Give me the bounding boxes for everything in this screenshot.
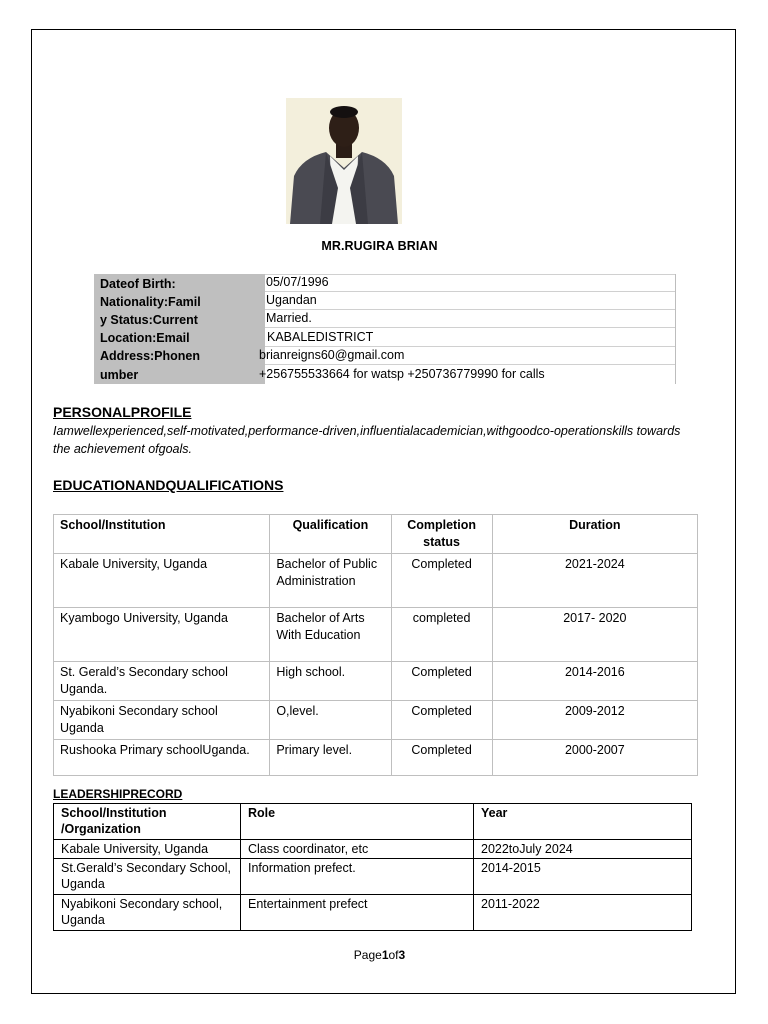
table-row [54,859,692,895]
family-status-value: Married. [266,311,312,325]
date-of-birth-value: 05/07/1996 [266,275,329,289]
nationality-value: Ugandan [266,293,317,307]
school-cell: Rushooka Primary schoolUganda. [54,740,270,776]
leadership-heading: LEADERSHIPRECORD [53,787,183,801]
education-heading: EDUCATIONANDQUALIFICATIONS [53,477,284,493]
personal-info-values [259,274,675,384]
duration-cell: 2009-2012 [492,701,697,740]
year-cell: 2022toJuly 2024 [474,840,692,859]
info-right-border [675,274,676,384]
table-row [54,662,698,701]
row-divider [265,327,675,328]
email-value: brianreigns60@gmail.com [259,348,405,362]
school-cell: St. Gerald’s Secondary school Uganda. [54,662,270,701]
school-cell: Kabale University, Uganda [54,554,270,608]
organization-cell: Nyabikoni Secondary school, Uganda [54,895,241,931]
qualification-cell: Bachelor of Arts With Education [270,608,391,662]
table-row [54,840,692,859]
role-cell: Class coordinator, etc [241,840,474,859]
status-cell: Completed [391,701,492,740]
personal-profile-heading: PERSONALPROFILE [53,404,192,420]
school-cell: Nyabikoni Secondary school Uganda [54,701,270,740]
location-value: KABALEDISTRICT [267,330,374,344]
info-label: Nationality:Famil [100,295,201,309]
column-header: School/Institution [54,515,270,554]
status-cell: completed [391,608,492,662]
duration-cell: 2021-2024 [492,554,697,608]
row-divider [265,309,675,310]
info-label: Address:Phonen [100,349,201,363]
page-prefix: Page [353,948,382,962]
column-header: School/Institution /Organization [54,804,241,840]
row-divider [265,291,675,292]
info-label: y Status:Current [100,313,198,327]
school-cell: Kyambogo University, Uganda [54,608,270,662]
table-row [54,608,698,662]
column-header: Duration [492,515,697,554]
qualification-cell: Primary level. [270,740,391,776]
resume-page [31,29,736,994]
phone-value: +256755533664 for watsp +250736779990 for calls [259,367,545,381]
column-header: Role [241,804,474,840]
leadership-table [53,803,692,931]
profile-photo [286,98,402,224]
status-cell: Completed [391,554,492,608]
education-table [53,514,698,776]
portrait-image [286,98,402,224]
role-cell: Entertainment prefect [241,895,474,931]
status-cell: Completed [391,662,492,701]
info-label: umber [100,368,139,382]
page-total: 3 [398,948,406,962]
organization-cell: St.Gerald’s Secondary School, Uganda [54,859,241,895]
personal-info-labels [94,274,265,384]
info-label: Location:Email [100,331,190,345]
column-header: Completion status [391,515,492,554]
status-cell: Completed [391,740,492,776]
duration-cell: 2014-2016 [492,662,697,701]
year-cell: 2011-2022 [474,895,692,931]
duration-cell: 2000-2007 [492,740,697,776]
table-row [54,740,698,776]
year-cell: 2014-2015 [474,859,692,895]
personal-profile-text: Iamwellexperienced,self-motivated,performance-driven,influentialacademician,withgoodco-operationskills towards the achievement ofgoals. [53,424,681,456]
column-header: Year [474,804,692,840]
table-row [54,701,698,740]
table-header-row [54,804,692,840]
page-of: of [388,948,399,962]
row-divider [265,364,675,365]
qualification-cell: O,level. [270,701,391,740]
table-header-row [54,515,698,554]
qualification-cell: Bachelor of Public Administration [270,554,391,608]
organization-cell: Kabale University, Uganda [54,840,241,859]
table-row [54,895,692,931]
page-current: 1 [381,948,389,962]
table-row [54,554,698,608]
qualification-cell: High school. [270,662,391,701]
page-number [32,948,727,962]
info-label: Dateof Birth: [100,277,176,291]
candidate-name: MR.RUGIRA BRIAN [321,239,438,253]
column-header: Qualification [270,515,391,554]
row-divider [265,346,675,347]
duration-cell: 2017- 2020 [492,608,697,662]
role-cell: Information prefect. [241,859,474,895]
